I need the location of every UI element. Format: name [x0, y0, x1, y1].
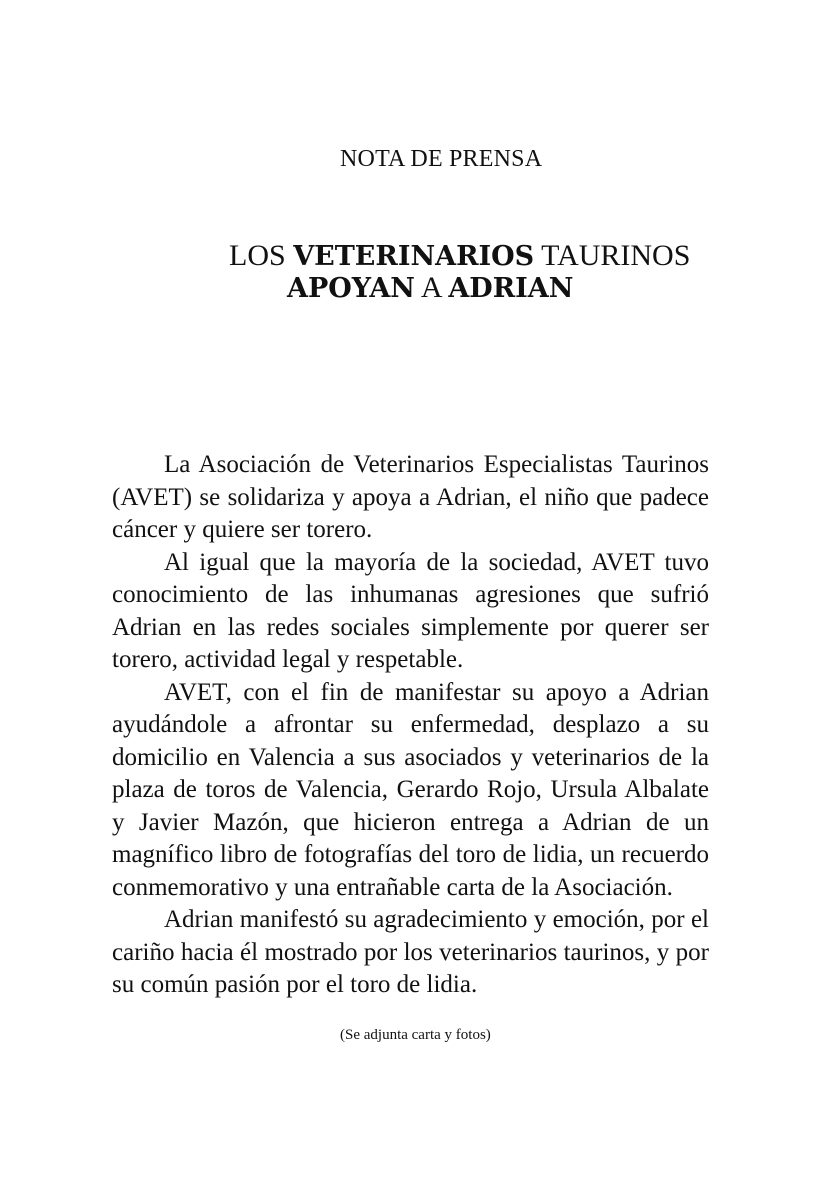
document-heading: NOTA DE PRENSA	[340, 146, 543, 172]
body-paragraph-2: Al igual que la mayoría de la sociedad, AVET tuvo conocimiento de las inhumanas agresiones que sufrió Adrian en las redes sociales simplemente por querer ser torero, actividad legal y respetable.	[112, 548, 709, 673]
press-release-body	[112, 449, 709, 1002]
title-line-2	[287, 273, 573, 303]
attachment-note: (Se adjunta carta y fotos)	[340, 1027, 491, 1043]
title-word-taurinos: TAURINOS	[541, 239, 691, 272]
body-paragraph-1: La Asociación de Veterinarios Especialistas Taurinos (AVET) se solidariza y apoya a Adrian, el niño que padece cáncer y quiere ser torero.	[112, 451, 709, 543]
body-paragraph-3: AVET, con el fin de manifestar su apoyo a Adrian ayudándole a afrontar su enfermedad, desplazo a su domicilio en Valencia a sus asociados y veterinarios de la plaza de toros de Valencia, Gerardo Rojo, Ursula Albalate y Javier Mazón, que hicieron entrega a Adrian de un magnífico libro de fotografías del toro de lidia, un recuerdo conmemorativo y una entrañable carta de la Asociación.	[112, 678, 709, 901]
title-line-1	[229, 241, 690, 271]
title-word-a: A	[420, 271, 441, 304]
body-paragraph-4: Adrian manifestó su agradecimiento y emoción, por el cariño hacia él mostrado por los veterinarios taurinos, y por su común pasión por el toro de lidia.	[112, 906, 709, 998]
title-word-apoyan: APOYAN	[287, 273, 415, 304]
title-word-adrian: ADRIAN	[448, 273, 574, 304]
title-word-veterinarios: VETERINARIOS	[293, 241, 535, 272]
title-word-los: LOS	[229, 239, 286, 272]
